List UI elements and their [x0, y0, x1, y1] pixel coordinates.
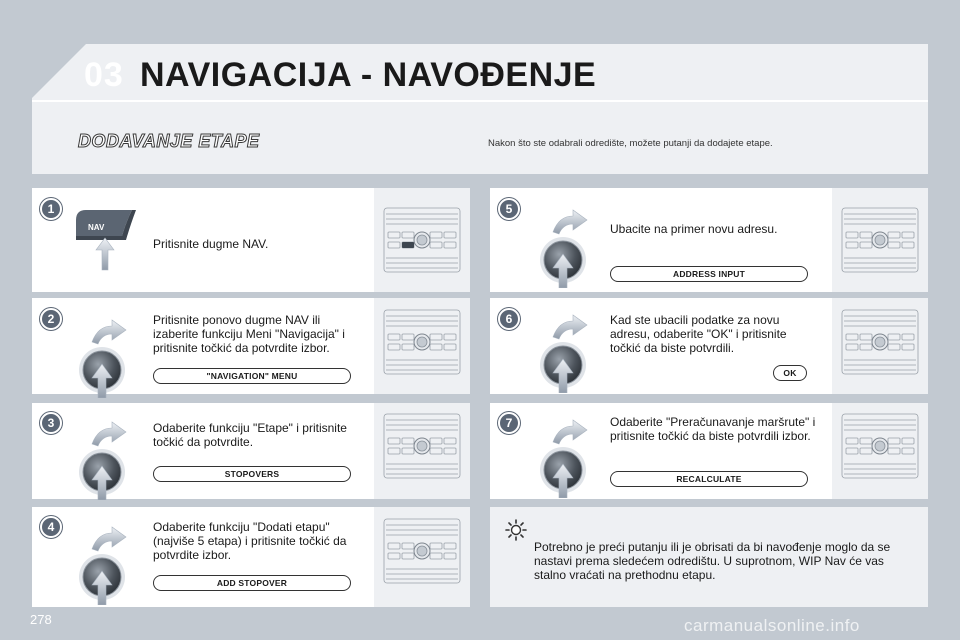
menu-pill-add-stopover: ADD STOPOVER — [153, 575, 351, 591]
rotary-knob-icon — [533, 418, 593, 498]
page-number: 278 — [30, 612, 52, 627]
step-badge-7: 7 — [498, 412, 520, 434]
chapter-title: NAVIGACIJA - NAVOĐENJE — [140, 56, 597, 94]
step-text-5: Ubacite na primer novu adresu. — [610, 222, 778, 236]
step-badge-5: 5 — [498, 198, 520, 220]
step-text-7: Odaberite "Preračunavanje maršrute" i pritisnite točkić da biste potvrdili izbor. — [610, 415, 816, 443]
step-badge-4: 4 — [40, 516, 62, 538]
step-text-2: Pritisnite ponovo dugme NAV ili izaberite funkciju Meni "Navigacija" i pritisnite točkić da potvrdite izbor. — [153, 313, 345, 355]
radio-unit-illustration — [838, 410, 922, 482]
radio-unit-illustration — [380, 204, 464, 276]
chapter-number: 03 — [84, 56, 124, 94]
rotary-knob-icon — [533, 208, 593, 288]
menu-pill-recalculate: RECALCULATE — [610, 471, 808, 487]
step-text-4: Odaberite funkciju "Dodati etapu" (najviše 5 etapa) i pritisnite točkić da potvrdite izbor. — [153, 520, 347, 562]
nav-button-label: NAV — [88, 223, 105, 232]
step-badge-3: 3 — [40, 412, 62, 434]
menu-pill-address-input: ADDRESS INPUT — [610, 266, 808, 282]
section-title: DODAVANJE ETAPE — [78, 131, 260, 151]
lightbulb-icon — [505, 519, 527, 541]
radio-unit-illustration — [838, 204, 922, 276]
rotary-knob-icon — [72, 525, 132, 605]
step-text-6: Kad ste ubacili podatke za novu adresu, odaberite "OK" i pritisnite točkić da biste potvrdili. — [610, 313, 787, 355]
radio-unit-illustration — [380, 515, 464, 587]
step-text-3: Odaberite funkciju "Etape" i pritisnite točkić da potvrdite. — [153, 421, 347, 449]
intro-text: Nakon što ste odabrali odredište, možete putanji da dodajete etape. — [488, 138, 773, 149]
rotary-knob-icon — [72, 318, 132, 398]
menu-pill-ok: OK — [773, 365, 807, 381]
step-badge-1: 1 — [40, 198, 62, 220]
rotary-knob-icon — [72, 420, 132, 500]
step-text-1: Pritisnite dugme NAV. — [153, 237, 269, 251]
radio-unit-illustration — [380, 306, 464, 378]
menu-pill-navigation: "NAVIGATION" MENU — [153, 368, 351, 384]
rotary-knob-icon — [533, 313, 593, 393]
header-divider — [32, 100, 928, 102]
tip-text: Potrebno je preći putanju ili je obrisati da bi navođenje moglo da se nastavi prema sledećem odredištu. U suprotnom, WIP Nav će vas stalno vraćati na prethodnu etapu. — [534, 540, 891, 582]
step-badge-2: 2 — [40, 308, 62, 330]
radio-unit-illustration — [838, 306, 922, 378]
step-badge-6: 6 — [498, 308, 520, 330]
menu-pill-stopovers: STOPOVERS — [153, 466, 351, 482]
watermark: carmanualsonline.info — [684, 616, 860, 635]
nav-button-icon — [74, 206, 150, 274]
radio-unit-illustration — [380, 410, 464, 482]
